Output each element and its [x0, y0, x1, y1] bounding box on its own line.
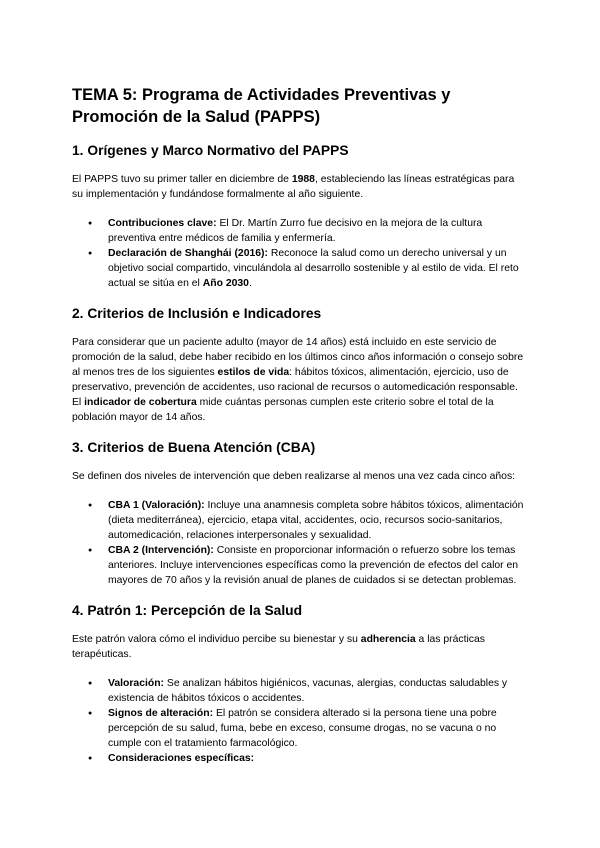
- bold-text: Año 2030: [202, 278, 249, 289]
- document-title: TEMA 5: Programa de Actividades Preventivas y Promoción de la Salud (PAPPS): [72, 86, 451, 126]
- section-cba: [72, 439, 528, 588]
- paragraph: [72, 335, 528, 425]
- item-label: CBA 2 (Intervención):: [108, 545, 214, 556]
- item-text: Incluye una anamnesis completa sobre hábitos tóxicos, alimentación (dieta mediterránea), ejercicio, etapa vital, accidentes, ocio, recursos socio-sanitarios, automedicación, relaciones interpersonales y sexualidad.: [108, 500, 524, 541]
- item-label: Signos de alteración:: [108, 708, 214, 719]
- list-item: [72, 751, 528, 766]
- list-item: [72, 246, 528, 291]
- list-item: [72, 676, 528, 706]
- text: mide cuántas personas cumplen este criterio sobre el total de la población mayor de 14 años.: [72, 397, 494, 423]
- text: , estableciendo las líneas estratégicas para su implementación y fundándose formalmente al año siguiente.: [72, 174, 515, 200]
- section-heading: 1. Orígenes y Marco Normativo del PAPPS: [72, 143, 349, 158]
- item-text: Consiste en proporcionar información o refuerzo sobre los temas anteriores. Incluye intervenciones específicas como la prevención de efectos del calor en mayores de 70 años y la revisión anual de planes de cuidados si se detectan problemas.: [108, 545, 519, 586]
- bullet-list: [72, 216, 528, 291]
- item-label: Consideraciones específicas:: [108, 753, 255, 764]
- bullet-list: [72, 676, 528, 766]
- section-criterios-inclusion: [72, 305, 528, 425]
- section-heading: 2. Criterios de Inclusión e Indicadores: [72, 306, 322, 321]
- paragraph: [72, 632, 528, 662]
- item-label: CBA 1 (Valoración):: [108, 500, 205, 511]
- bold-text: 1988: [291, 174, 315, 185]
- bold-text: indicador de cobertura: [84, 397, 197, 408]
- item-label: Contribuciones clave:: [108, 218, 217, 229]
- section-heading: 3. Criterios de Buena Atención (CBA): [72, 440, 316, 455]
- list-item: [72, 216, 528, 246]
- item-text: El Dr. Martín Zurro fue decisivo en la mejora de la cultura preventiva entre médicos de familia y enfermería.: [108, 218, 483, 244]
- text: Para considerar que un paciente adulto (mayor de 14 años) está incluido en este servicio de promoción de la salud, debe haber recibido en los últimos cinco años información o consejo sobre al menos tres de los siguientes: [72, 337, 524, 378]
- bold-text: adherencia: [360, 634, 416, 645]
- section-patron-1: [72, 602, 528, 766]
- paragraph: [72, 172, 528, 202]
- item-text: .: [248, 278, 252, 289]
- bullet-list: [72, 498, 528, 588]
- paragraph: Se definen dos niveles de intervención que deben realizarse al menos una vez cada cinco años:: [72, 471, 516, 482]
- text: Este patrón valora cómo el individuo percibe su bienestar y su: [72, 634, 361, 645]
- section-origenes: [72, 142, 528, 291]
- item-text: Reconoce la salud como un derecho universal y un objetivo social compartido, vinculándola al desarrollo sostenible y al estilo de vida. El reto actual se sitúa en el: [108, 248, 519, 289]
- item-text: Se analizan hábitos higiénicos, vacunas, alergias, conductas saludables y existencia de hábitos tóxicos o accidentes.: [108, 678, 508, 704]
- item-label: Valoración:: [108, 678, 165, 689]
- section-heading: 4. Patrón 1: Percepción de la Salud: [72, 603, 303, 618]
- list-item: [72, 706, 528, 751]
- item-text: El patrón se considera alterado si la persona tiene una pobre percepción de su salud, fuma, bebe en exceso, consume drogas, no se vacuna o no cumple con el tratamiento farmacológico.: [108, 708, 497, 749]
- item-label: Declaración de Shanghái (2016):: [108, 248, 268, 259]
- bold-text: estilos de vida: [217, 367, 290, 378]
- list-item: [72, 543, 528, 588]
- list-item: [72, 498, 528, 543]
- document-content: [72, 84, 528, 780]
- text: : hábitos tóxicos, alimentación, ejercicio, uso de preservativo, prevención de accidentes, uso racional de recursos o automedicación responsable. El: [72, 367, 518, 408]
- text: a las prácticas terapéuticas.: [72, 634, 485, 660]
- text: El PAPPS tuvo su primer taller en diciembre de: [72, 174, 292, 185]
